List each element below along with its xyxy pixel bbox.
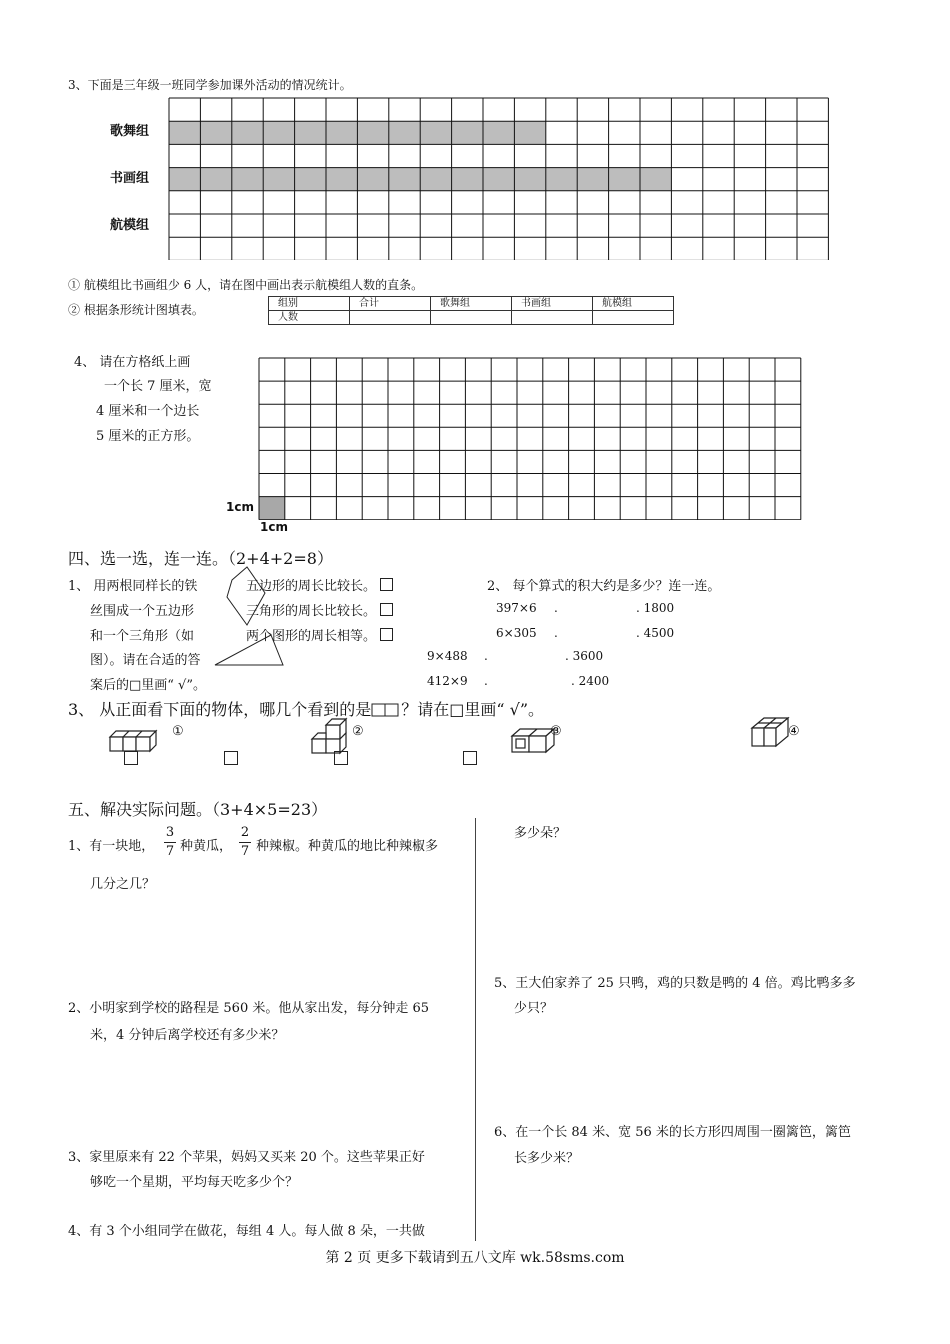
page-footer: 第 2 页 更多下载请到五八文库 wk.58sms.com <box>325 1250 625 1266</box>
q41-line-3: 和一个三角形（如 <box>90 629 195 644</box>
q3-sub1: ① 航模组比书画组少 6 人，请在图中画出表示航模组人数的直条。 <box>68 278 424 292</box>
p4-text-b: 多少朵？ <box>514 826 567 841</box>
bar-cell-歌舞组 <box>232 121 263 144</box>
bar-cell-歌舞组 <box>389 121 420 144</box>
bar-cell-歌舞组 <box>357 121 388 144</box>
dot[interactable]: . <box>484 674 488 688</box>
bar-cell-书画组 <box>546 168 577 191</box>
cube-label-3: ③ <box>550 724 562 739</box>
table-header: 组别 <box>269 297 350 311</box>
q41-option-3: 两个图形的周长相等。 <box>246 625 393 644</box>
fill-table <box>268 296 674 325</box>
bar-cell-书画组 <box>640 168 671 191</box>
bar-cell-歌舞组 <box>326 121 357 144</box>
q41-line-2: 丝围成一个五边形 <box>90 604 195 619</box>
p3-text-b: 够吃一个星期，平均每天吃多少个？ <box>90 1175 299 1190</box>
two-squares-icon <box>371 701 401 717</box>
table-header: 合计 <box>350 297 431 311</box>
q42-expr: 412×9 <box>427 674 468 688</box>
q42-expr: 397×6 <box>496 601 537 615</box>
section4-title: 四、选一选，连一连。（2+4+2=8） <box>68 549 333 568</box>
q43-text: 3、 从正面看下面的物体，哪几个看到的是 ？请在□里画“ √”。 <box>68 700 545 719</box>
bar-cell-歌舞组 <box>295 121 326 144</box>
table-cell[interactable] <box>512 311 593 325</box>
cube-label-4: ④ <box>788 724 800 739</box>
bar-cell-书画组 <box>232 168 263 191</box>
fraction-3-7: 3 7 <box>165 825 175 859</box>
column-divider <box>475 818 476 1241</box>
row-label-dance: 歌舞组 <box>110 124 150 139</box>
bar-cell-书画组 <box>200 168 231 191</box>
q41-line-1: 1、 用两根同样长的铁 <box>68 579 198 594</box>
answer-box[interactable] <box>463 751 477 765</box>
pentagon-triangle-figure <box>205 565 285 675</box>
bar-cell-歌舞组 <box>169 121 200 144</box>
unit-label-bottom: 1cm <box>260 520 288 534</box>
section5-title: 五、解决实际问题。（3+4×5=23） <box>68 800 328 819</box>
answer-box[interactable] <box>124 751 138 765</box>
cube-object-4 <box>750 716 790 750</box>
q4-line-4: 5 厘米的正方形。 <box>96 429 200 444</box>
cube-label-1: ① <box>172 724 184 739</box>
p3-text-a: 3、家里原来有 22 个苹果，妈妈又买来 20 个。这些苹果正好 <box>68 1150 425 1165</box>
q41-line-5: 案后的□里画“ √”。 <box>90 678 206 693</box>
dot[interactable]: . <box>554 626 558 640</box>
checkbox[interactable] <box>380 603 393 616</box>
checkbox[interactable] <box>380 628 393 641</box>
table-header: 航模组 <box>593 297 674 311</box>
unit-label-left: 1cm <box>226 500 254 514</box>
p1-text-b: 种黄瓜， <box>180 839 233 854</box>
checkbox[interactable] <box>380 578 393 591</box>
p5-text-b: 少只？ <box>514 1001 554 1016</box>
answer-box[interactable] <box>334 751 348 765</box>
cube-object-2 <box>310 717 356 759</box>
bar-cell-书画组 <box>420 168 451 191</box>
dot[interactable]: . <box>554 601 558 615</box>
q4-line-3: 4 厘米和一个边长 <box>96 404 200 419</box>
bar-cell-书画组 <box>609 168 640 191</box>
fraction-2-7: 2 7 <box>240 825 250 859</box>
p4-text-a: 4、有 3 个小组同学在做花，每组 4 人。每人做 8 朵，一共做 <box>68 1224 425 1239</box>
answer-box[interactable] <box>224 751 238 765</box>
bar-cell-书画组 <box>452 168 483 191</box>
bar-cell-书画组 <box>326 168 357 191</box>
q42-value[interactable]: . 1800 <box>636 601 675 615</box>
q42-expr: 6×305 <box>496 626 537 640</box>
row-label-painting: 书画组 <box>110 171 150 186</box>
q42-value[interactable]: . 3600 <box>565 649 604 663</box>
q3-heading: 3、下面是三年级一班同学参加课外活动的情况统计。 <box>68 78 352 92</box>
p1-text-d: 几分之几？ <box>90 877 156 892</box>
dot[interactable]: . <box>484 649 488 663</box>
p1-text-a: 1、有一块地， <box>68 839 155 854</box>
table-cell[interactable] <box>350 311 431 325</box>
q3-sub2: ② 根据条形统计图填表。 <box>68 303 204 317</box>
bar-cell-歌舞组 <box>483 121 514 144</box>
bar-cell-歌舞组 <box>263 121 294 144</box>
bar-cell-歌舞组 <box>452 121 483 144</box>
p2-text-a: 2、小明家到学校的路程是 560 米。他从家出发，每分钟走 65 <box>68 1001 430 1016</box>
bar-cell-歌舞组 <box>420 121 451 144</box>
q42-title: 2、 每个算式的积大约是多少？连一连。 <box>487 579 721 594</box>
q4-line-2: 一个长 7 厘米，宽 <box>104 379 212 394</box>
q42-expr: 9×488 <box>427 649 468 663</box>
q42-value[interactable]: . 2400 <box>571 674 610 688</box>
bar-cell-书画组 <box>169 168 200 191</box>
p1-text-c: 种辣椒。种黄瓜的地比种辣椒多 <box>256 839 439 854</box>
square-grid-paper <box>258 357 803 520</box>
bar-cell-书画组 <box>483 168 514 191</box>
q4-line-1: 4、 请在方格纸上画 <box>74 355 191 370</box>
bar-cell-书画组 <box>577 168 608 191</box>
cube-label-2: ② <box>352 724 364 739</box>
q41-line-4: 图）。请在合适的答 <box>90 653 201 668</box>
bar-cell-书画组 <box>389 168 420 191</box>
bar-cell-书画组 <box>295 168 326 191</box>
bar-chart-grid <box>168 97 832 260</box>
row-label-model: 航模组 <box>110 218 150 233</box>
p6-text-b: 长多少米？ <box>514 1151 580 1166</box>
table-header: 歌舞组 <box>431 297 512 311</box>
unit-square-sample <box>259 497 285 520</box>
bar-cell-歌舞组 <box>200 121 231 144</box>
q41-option-1: 五边形的周长比较长。 <box>246 575 393 594</box>
p2-text-b: 米，4 分钟后离学校还有多少米？ <box>90 1028 285 1043</box>
p6-text-a: 6、在一个长 84 米、宽 56 米的长方形四周围一圈篱笆，篱笆 <box>494 1125 851 1140</box>
bar-cell-歌舞组 <box>514 121 545 144</box>
table-row-label: 人数 <box>269 311 350 325</box>
table-cell[interactable] <box>593 311 674 325</box>
q42-value[interactable]: . 4500 <box>636 626 675 640</box>
bar-cell-书画组 <box>514 168 545 191</box>
table-cell[interactable] <box>431 311 512 325</box>
q41-option-2: 三角形的周长比较长。 <box>246 600 393 619</box>
table-header: 书画组 <box>512 297 593 311</box>
bar-cell-书画组 <box>263 168 294 191</box>
p5-text-a: 5、王大伯家养了 25 只鸭，鸡的只数是鸭的 4 倍。鸡比鸭多多 <box>494 976 856 991</box>
bar-cell-书画组 <box>357 168 388 191</box>
